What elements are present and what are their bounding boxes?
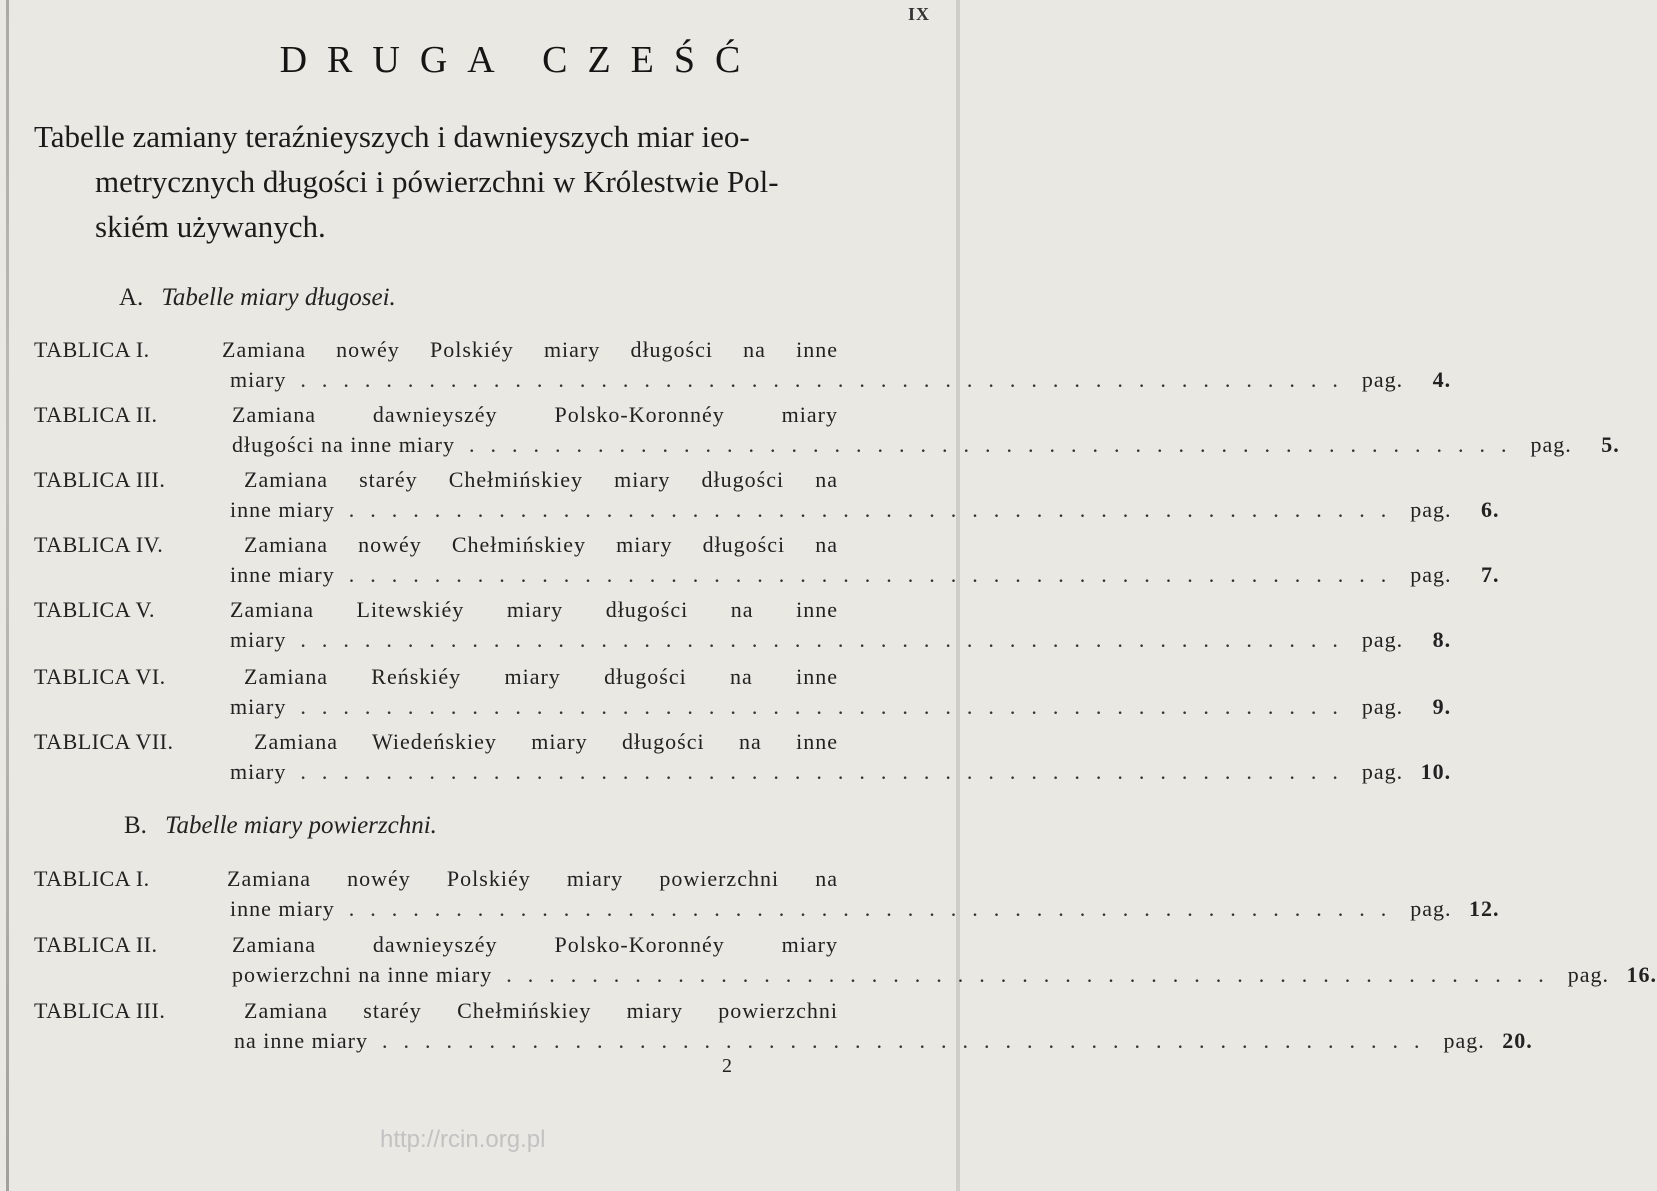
page-number: 7.: [1480, 562, 1500, 587]
signature-mark: 2: [722, 1055, 732, 1077]
table-number: TABLICA VI.: [34, 664, 166, 689]
dot-leader: .................................................: [300, 627, 1354, 652]
page-reference: [1362, 627, 1451, 653]
entry-title: Zamiana staréy Chełmińskiey miary długości na: [244, 467, 838, 492]
page-title: DRUGA CZEŚĆ: [279, 39, 761, 81]
table-number: TABLICA II.: [34, 932, 158, 957]
dot-leader: .................................................: [300, 367, 1354, 392]
entry-title: Zamiana Reńskiéy miary długości na inne: [244, 664, 838, 689]
entry-title-continued: miary: [230, 627, 287, 652]
section-heading-b: [124, 812, 437, 840]
dot-leader: .................................................: [381, 1028, 1436, 1053]
pag-label: pag.: [1530, 432, 1572, 457]
page-edge-left: [6, 0, 9, 1191]
pag-label: pag.: [1443, 1028, 1485, 1053]
page-number: 10.: [1420, 759, 1452, 784]
table-number: TABLICA VII.: [34, 729, 174, 754]
page-reference: [1443, 1028, 1532, 1054]
page-number: 16.: [1626, 962, 1657, 987]
entry-title: Zamiana nowéy Chełmińskiey miary długości na: [244, 532, 838, 557]
page-edge-right: [956, 0, 960, 1191]
page-reference: [1362, 367, 1451, 393]
dot-leader: .................................................: [348, 497, 1403, 522]
pag-label: pag.: [1361, 694, 1404, 719]
dot-leader: .................................................: [300, 694, 1354, 719]
page-reference: [1568, 962, 1657, 988]
dot-leader: .................................................: [348, 896, 1403, 921]
pag-label: pag.: [1410, 497, 1452, 522]
section-letter: B.: [124, 812, 147, 839]
dot-leader: .................................................: [506, 962, 1560, 987]
subtitle-line: Tabelle zamiany teraźnieyszych i dawnieyszych miar ieo-: [34, 119, 750, 154]
page-reference: [1362, 759, 1451, 785]
pag-label: pag.: [1567, 962, 1609, 987]
entry-title-continued: inne miary: [230, 896, 335, 921]
subtitle: [34, 114, 929, 249]
page-number: 12.: [1468, 896, 1500, 921]
entry-title-continued: miary: [230, 367, 287, 392]
page-reference: [1410, 497, 1499, 523]
page-reference: [1410, 896, 1499, 922]
entry-title-continued: inne miary: [230, 497, 335, 522]
watermark-url: http://rcin.org.pl: [380, 1126, 546, 1153]
pag-label: pag.: [1410, 562, 1452, 587]
page-reference: [1362, 694, 1451, 720]
section-heading-a: [119, 284, 396, 312]
table-number: TABLICA III.: [34, 467, 166, 492]
subtitle-line: skiém używanych.: [95, 209, 326, 244]
entry-title-continued: inne miary: [230, 562, 335, 587]
pag-label: pag.: [1361, 627, 1404, 652]
pag-label: pag.: [1410, 896, 1452, 921]
table-number: TABLICA V.: [34, 597, 156, 622]
table-number: TABLICA II.: [34, 402, 158, 427]
entry-title: Zamiana dawnieyszéy Polsko-Koronnéy miary: [232, 932, 838, 957]
section-title: Tabelle miary długosei.: [161, 284, 396, 311]
entry-title: Zamiana nowéy Polskiéy miary długości na inne: [222, 337, 838, 362]
pag-label: pag.: [1361, 367, 1404, 392]
entry-title: Zamiana nowéy Polskiéy miary powierzchni na: [227, 866, 838, 891]
page-reference: [1410, 562, 1499, 588]
page-number: 8.: [1432, 627, 1452, 652]
entry-title-continued: powierzchni na inne miary: [232, 962, 493, 987]
table-number: TABLICA I.: [34, 337, 150, 362]
page-number: 6.: [1480, 497, 1500, 522]
entry-title: Zamiana staréy Chełmińskiey miary powierzchni: [244, 998, 838, 1023]
page-number: 5.: [1601, 432, 1620, 457]
table-number: TABLICA IV.: [34, 532, 164, 557]
section-letter: A.: [119, 284, 144, 311]
dot-leader: .................................................: [300, 759, 1354, 784]
subtitle-line: metrycznych długości i pówierzchni w Królestwie Pol-: [95, 164, 779, 199]
page-number: 4.: [1432, 367, 1452, 392]
entry-title: Zamiana Litewskiéy miary długości na inne: [230, 597, 838, 622]
entry-title: Zamiana Wiedeńskiey miary długości na inne: [254, 729, 838, 754]
entry-title-continued: na inne miary: [234, 1028, 368, 1053]
table-number: TABLICA I.: [34, 866, 150, 891]
pag-label: pag.: [1361, 759, 1404, 784]
page-number: 20.: [1502, 1028, 1533, 1053]
entry-title-continued: miary: [230, 694, 287, 719]
page-number: 9.: [1432, 694, 1452, 719]
dot-leader: .................................................: [469, 432, 1523, 457]
entry-title-continued: miary: [230, 759, 287, 784]
section-title: Tabelle miary powierzchni.: [164, 812, 437, 839]
folio-number: IX: [907, 4, 930, 24]
entry-title-continued: długości na inne miary: [232, 432, 456, 457]
page-reference: [1531, 432, 1620, 458]
table-number: TABLICA III.: [34, 998, 166, 1023]
dot-leader: .................................................: [348, 562, 1403, 587]
entry-title: Zamiana dawnieyszéy Polsko-Koronnéy miary: [232, 402, 838, 427]
